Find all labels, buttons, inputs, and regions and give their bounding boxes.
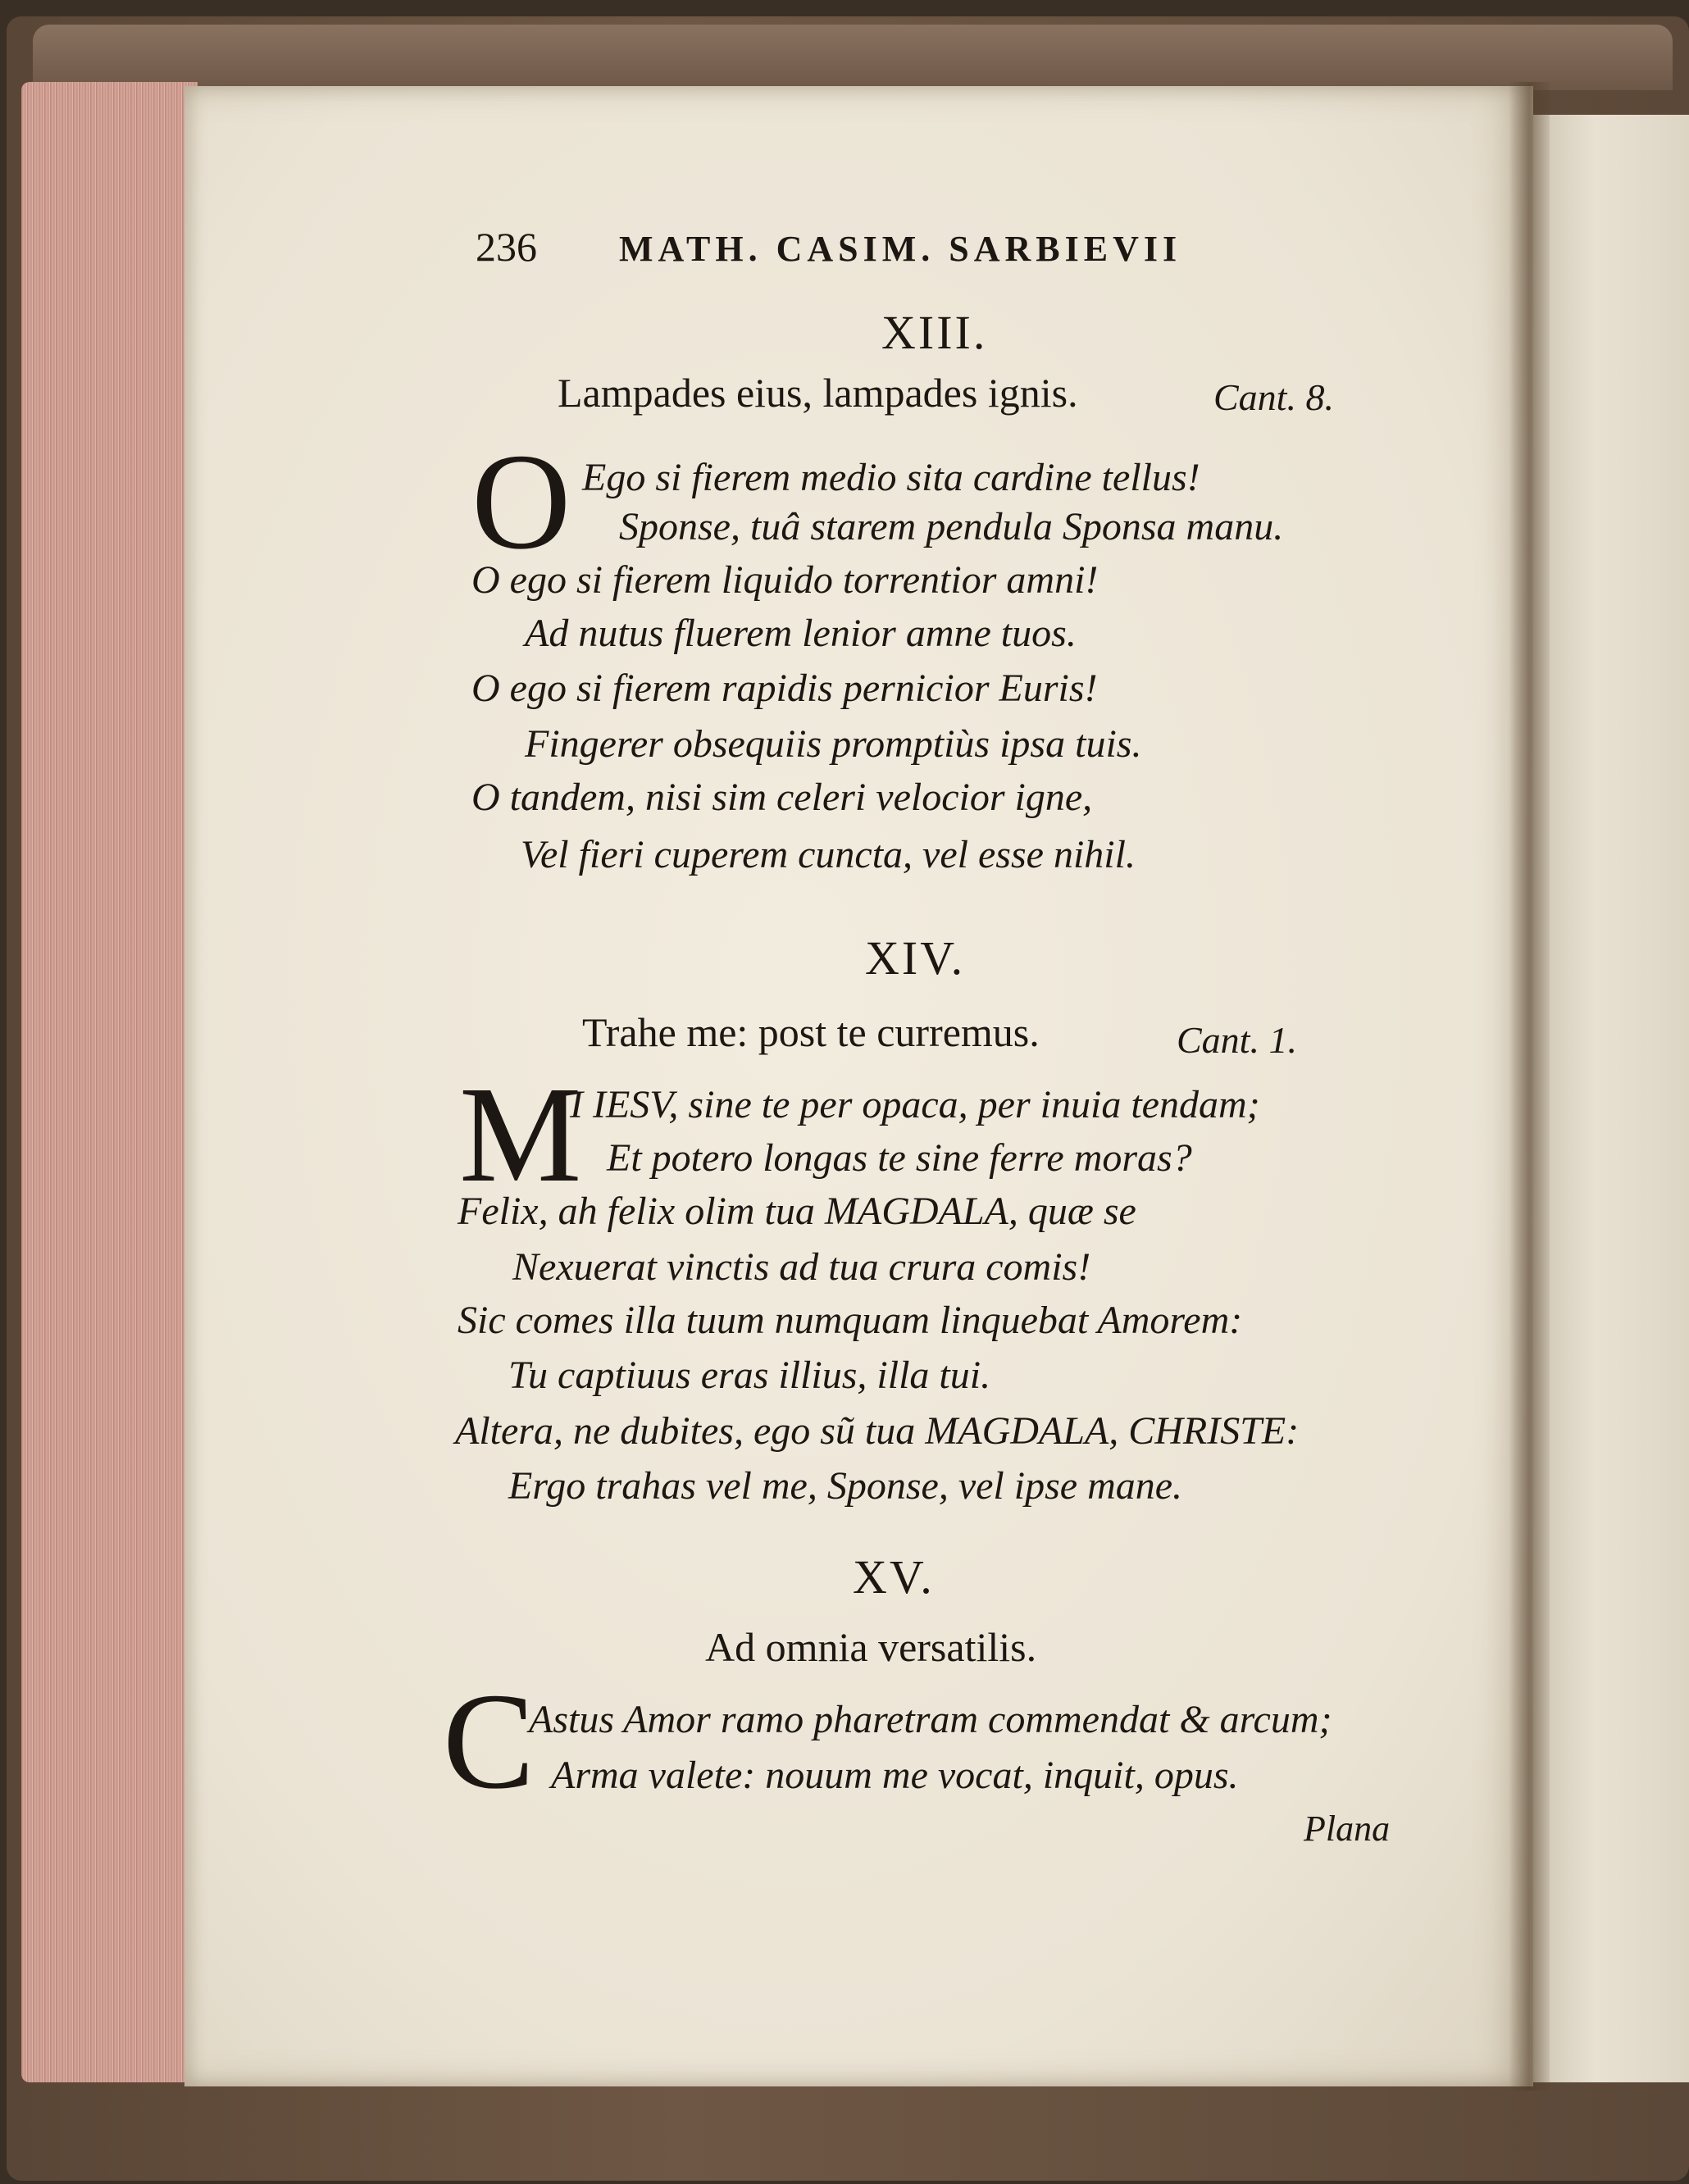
page-gutter (1509, 82, 1550, 2091)
drop-initial: M (459, 1058, 582, 1211)
poem-motto: Ad omnia versatilis. (705, 1624, 1037, 1670)
poem-number: XIV. (865, 931, 966, 985)
poem-motto: Trahe me: post te curremus. (582, 1009, 1040, 1055)
poem-number: XIII. (881, 306, 988, 359)
verse-line: O ego si fierem rapidis pernicior Euris! (471, 667, 1098, 710)
verse-line: Tu captiuus eras illius, illa tui. (508, 1354, 991, 1397)
verse-line: O tandem, nisi sim celeri velocior igne, (471, 776, 1093, 819)
poem-citation: Cant. 8. (1213, 376, 1334, 418)
verse-line: Et potero longas te sine ferre moras? (607, 1136, 1192, 1180)
verse-line: Ergo trahas vel me, Sponse, vel ipse mane. (508, 1464, 1183, 1508)
verse-line: O ego si fierem liquido torrentior amni! (471, 558, 1099, 602)
verse-line: Sponse, tuâ starem pendula Sponsa manu. (619, 505, 1284, 548)
verse-line: Vel fieri cuperem cuncta, vel esse nihil. (521, 833, 1136, 876)
drop-initial: O (471, 425, 571, 578)
page-edges (21, 82, 198, 2082)
verse-line: Arma valete: nouum me vocat, inquit, opus. (551, 1754, 1239, 1797)
verse-line: Ego si fierem medio sita cardine tellus! (582, 456, 1200, 499)
poem-citation: Cant. 1. (1177, 1019, 1297, 1061)
page-number: 236 (476, 224, 537, 270)
verse-line: Sic comes illa tuum numquam linquebat Amorem: (458, 1299, 1243, 1342)
verse-line: I IESV, sine te per opaca, per inuia tendam; (570, 1083, 1260, 1126)
catchword: Plana (1304, 1809, 1391, 1849)
book-top-edge (33, 25, 1673, 90)
poem-number: XV. (853, 1550, 935, 1604)
verse-line: Astus Amor ramo pharetram commendat & arcum; (529, 1698, 1332, 1741)
verse-line: Nexuerat vinctis ad tua crura comis! (512, 1245, 1091, 1289)
verse-line: Fingerer obsequiis promptiùs ipsa tuis. (525, 722, 1142, 766)
verse-line: Ad nutus fluerem lenior amne tuos. (525, 612, 1077, 655)
drop-initial: C (443, 1665, 535, 1818)
verse-line: Felix, ah felix olim tua MAGDALA, quæ se (458, 1190, 1136, 1233)
verse-line: Altera, ne dubites, ego sũ tua MAGDALA, CHRISTE: (455, 1409, 1300, 1453)
poem-motto: Lampades eius, lampades ignis. (558, 370, 1078, 416)
facing-page (1533, 115, 1689, 2082)
running-title: MATH. CASIM. SARBIEVII (619, 229, 1182, 269)
